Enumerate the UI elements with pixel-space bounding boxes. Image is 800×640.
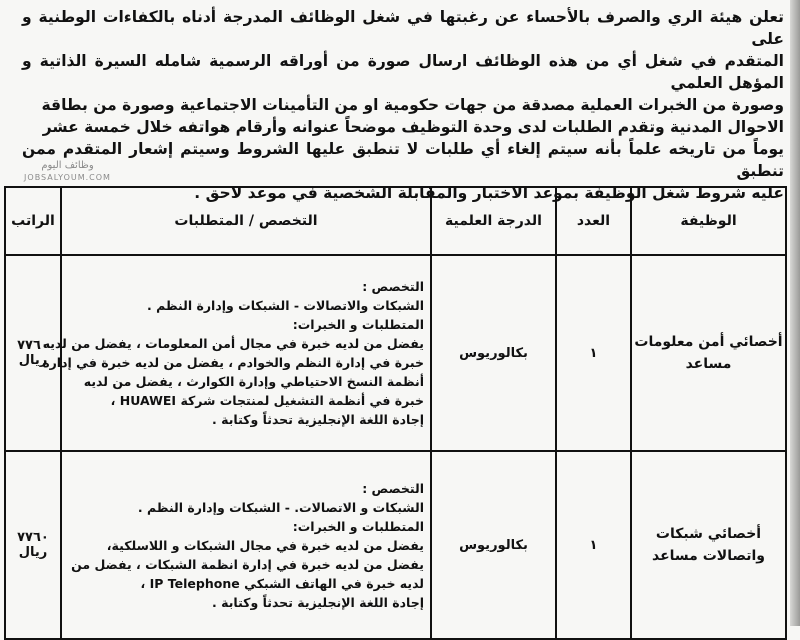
requirement-line: المتطلبات و الخبرات:	[292, 518, 424, 534]
job-count: ١	[556, 255, 631, 451]
job-title: أخصائي شبكات واتصالات مساعد	[631, 451, 786, 639]
job-title: أخصائي أمن معلومات مساعد	[631, 255, 786, 451]
watermark-arabic: وظائف اليوم	[41, 160, 94, 171]
header-salary: الراتب	[5, 187, 61, 255]
job-degree: بكالوريوس	[431, 451, 556, 639]
job-requirements	[61, 451, 431, 639]
requirement-line: أنظمة النسخ الاحتياطي وإدارة الكوارث ، يفضل من لديه	[83, 374, 424, 389]
job-degree: بكالوريوس	[431, 255, 556, 451]
intro-line: عليه شروط شغل الوظيفة بموعد الاختبار والمقابلة الشخصية في موعد لاحق .	[194, 184, 784, 202]
header-degree: الدرجة العلمية	[431, 187, 556, 255]
scan-edge-shadow	[790, 0, 800, 626]
requirement-line: خبرة في أنظمة التشغيل لمنتجات شركة HUAWEI ،	[110, 393, 424, 408]
job-salary: ٧٧٦٠ ريال	[5, 255, 61, 451]
table-header-row	[5, 187, 786, 255]
requirement-line: يفضل من لديه خبرة في مجال أمن المعلومات ، يفضل من لديه	[42, 336, 424, 351]
intro-line: يوماً من تاريخه علماً بأنه سيتم إلغاء أي طلبات لا تنطبق عليها الشروط وسيتم إشعار المتقدم ممن تنطبق	[22, 140, 784, 180]
requirement-line: لديه خبرة في الهاتف الشبكي IP Telephone ،	[140, 575, 424, 591]
requirement-line: إجادة اللغة الإنجليزية تحدثاً وكتابة .	[212, 594, 424, 610]
announcement-text	[22, 6, 784, 204]
jobs-table	[4, 186, 787, 640]
table-row	[5, 255, 786, 451]
requirement-line: الشبكات و الاتصالات. - الشبكات وإدارة النظم .	[137, 499, 424, 515]
header-requirements: التخصص / المتطلبات	[61, 187, 431, 255]
requirement-line: خبرة في إدارة النظم والخوادم ، يفضل من لديه خبرة في إدارة	[42, 355, 424, 370]
requirement-line: التخصص :	[362, 279, 424, 294]
site-watermark	[20, 160, 115, 184]
header-count: العدد	[556, 187, 631, 255]
requirement-line: المتطلبات و الخبرات:	[292, 317, 424, 332]
intro-line: وصورة من الخبرات العملية مصدقة من جهات حكومية او من التأمينات الاجتماعية وصورة من بطاقة	[41, 96, 784, 114]
job-salary: ٧٧٦٠ ريال	[5, 451, 61, 639]
requirement-line: الشبكات والاتصالات - الشبكات وإدارة النظم .	[146, 298, 424, 313]
requirement-line: يفضل من لديه خبرة في إدارة انظمة الشبكات ، يفضل من	[71, 556, 424, 572]
requirement-line: يفضل من لديه خبرة في مجال الشبكات و اللاسلكية،	[106, 537, 424, 553]
intro-line: الاحوال المدنية وتقدم الطلبات لدى وحدة التوظيف موضحاً عنوانه وأرقام هواتفه خلال خمسة عشر	[42, 118, 784, 136]
job-requirements	[42, 255, 431, 451]
intro-line: المتقدم في شغل أي من هذه الوظائف ارسال صورة من أوراقه الرسمية شامله السيرة الذاتية و المؤهل العلمي	[22, 52, 784, 92]
requirement-line: التخصص :	[362, 480, 424, 496]
table-row	[5, 451, 786, 639]
requirement-line: إجادة اللغة الإنجليزية تحدثاً وكتابة .	[212, 412, 424, 427]
header-title: الوظيفة	[631, 187, 786, 255]
intro-line: تعلن هيئة الري والصرف بالأحساء عن رغبتها في شغل الوظائف المدرجة أدناه بالكفاءات الوطنية و على	[22, 8, 784, 48]
job-count: ١	[556, 451, 631, 639]
watermark-latin: JOBSALYOUM.COM	[24, 173, 111, 182]
